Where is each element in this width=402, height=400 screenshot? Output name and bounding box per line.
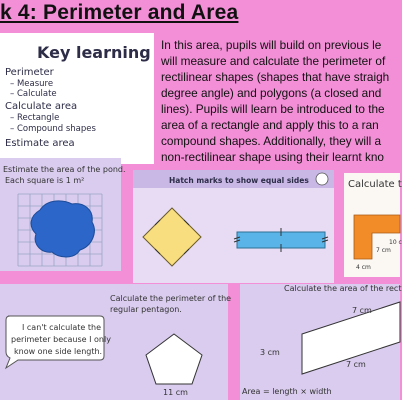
page-title: k 4: Perimeter and Area bbox=[0, 1, 239, 24]
pentagon-slide bbox=[0, 284, 232, 400]
intro-line: In this area, pupils will build on previous le bbox=[161, 38, 382, 52]
rhombus-shape bbox=[143, 208, 201, 266]
rect-label-side: 3 cm bbox=[260, 348, 280, 357]
intro-line: degree angle) and polygons (a closed and bbox=[161, 86, 382, 100]
subtopic-compound-shapes: – Compound shapes bbox=[10, 124, 96, 134]
subtopic-calculate: – Calculate bbox=[10, 89, 57, 99]
rect-area-title: Calculate the area of the rect bbox=[284, 284, 402, 293]
pentagon-question-line1: Calculate the perimeter of the bbox=[110, 294, 232, 303]
intro-line: non-rectilinear shape using their learnt kno bbox=[161, 150, 384, 164]
rectangle-area-slide bbox=[240, 284, 400, 400]
intro-line: compound shapes. Additionally, they will a bbox=[161, 134, 382, 148]
rect-area-figure bbox=[240, 284, 400, 400]
compound-label-bottom: 4 cm bbox=[356, 264, 371, 271]
intro-line: lines). Pupils will learn be introduced to the bbox=[161, 102, 385, 116]
pond-question: Estimate the area of the pond. bbox=[3, 165, 126, 174]
pentagon-shape bbox=[146, 334, 202, 384]
rect-label-bottom: 7 cm bbox=[346, 360, 366, 369]
logo-icon bbox=[316, 173, 328, 185]
key-learning-title: Key learning bbox=[37, 43, 151, 62]
bubble-line: I can't calculate the bbox=[22, 323, 101, 332]
compound-figure bbox=[344, 173, 400, 277]
pond-square-info: Each square is 1 m² bbox=[5, 176, 85, 185]
topic-perimeter: Perimeter bbox=[5, 67, 54, 78]
hatch-shapes-figure bbox=[133, 170, 334, 283]
topic-calculate-area: Calculate area bbox=[5, 101, 78, 112]
subtopic-measure: – Measure bbox=[10, 79, 54, 89]
compound-label-mid: 7 cm bbox=[376, 247, 391, 254]
hatch-marks-slide bbox=[133, 170, 334, 283]
compound-shape-slide bbox=[344, 173, 400, 277]
intro-line: area of a rectangle and apply this to a ran bbox=[161, 118, 379, 132]
pond-slide bbox=[0, 158, 126, 271]
topic-estimate-area: Estimate area bbox=[5, 138, 75, 149]
pond-grid-figure bbox=[0, 158, 121, 271]
hatch-header: Hatch marks to show equal sides bbox=[169, 176, 309, 185]
intro-line: rectilinear shapes (shapes that have straigh bbox=[161, 70, 390, 84]
area-formula: Area = length × width bbox=[242, 387, 332, 396]
intro-paragraph bbox=[161, 37, 400, 165]
intro-line: will measure and calculate the perimeter of bbox=[161, 54, 386, 68]
pentagon-question-line2: regular pentagon. bbox=[110, 305, 182, 314]
pond-shape bbox=[31, 201, 94, 257]
subtopic-rectangle: – Rectangle bbox=[10, 113, 60, 123]
compound-label-right: 10 c bbox=[389, 239, 402, 246]
bubble-line: perimeter because I only bbox=[11, 335, 111, 344]
rect-label-top: 7 cm bbox=[352, 306, 372, 315]
pentagon-side-label: 11 cm bbox=[163, 388, 188, 397]
bubble-line: know one side length. bbox=[14, 347, 103, 356]
compound-title: Calculate t bbox=[348, 179, 402, 190]
